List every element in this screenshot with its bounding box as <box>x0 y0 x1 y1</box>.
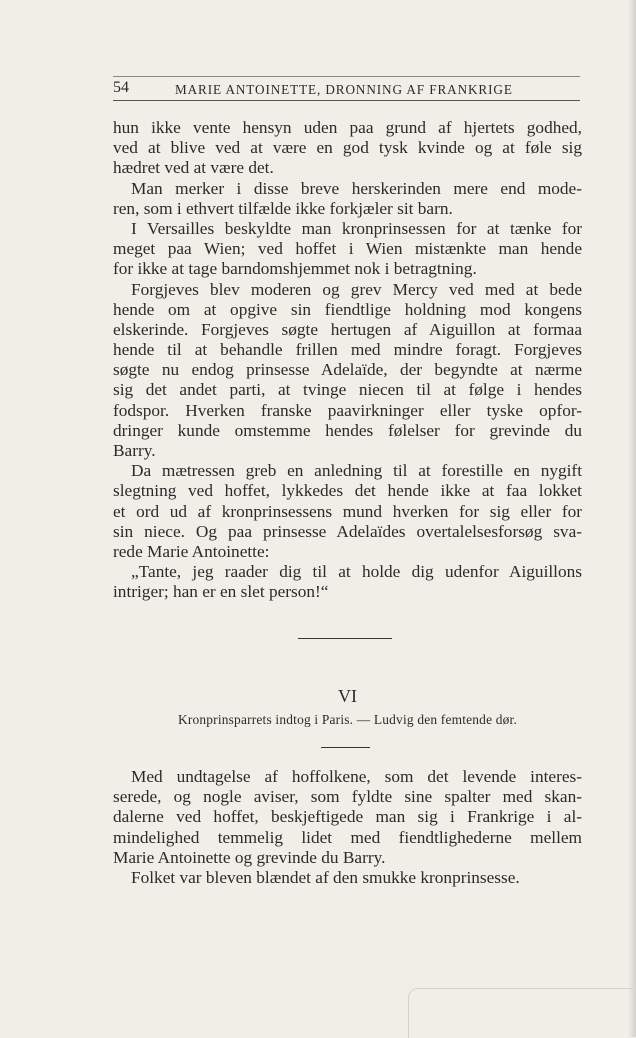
text-line: Med undtagelse af hoffolkene, som det levende interes- <box>131 767 582 786</box>
text-line: hende om at opgive sin fiendtlige holdning mod kongens <box>113 299 582 319</box>
text-line: sin niece. Og paa prinsesse Adelaïdes overtalelsesforsøg sva- <box>113 521 582 541</box>
text-line: sig det andet parti, at tvinge niecen til at følge i hendes <box>113 380 582 400</box>
text-line: fodspor. Hverken franske paavirkninger eller tyske opfor- <box>113 400 582 420</box>
text-line: Folket var bleven blændet af den smukke kronprinsesse. <box>131 867 520 887</box>
text-line: hun ikke vente hensyn uden paa grund af hjertets godhed, <box>113 118 582 137</box>
text-line: elskerinde. Forgjeves søgte hertugen af Aiguillon at formaa <box>113 319 582 339</box>
text-line: mindelighed temmelig lidet med fiendtlighederne mellem <box>113 827 582 847</box>
text-line: søgte nu endog prinsesse Adelaïde, der begyndte at nærme <box>113 360 582 380</box>
text-line: dalerne ved hoffet, beskjeftigede man sig i Frankrige i al- <box>113 807 582 827</box>
text-line: serede, og nogle aviser, som fyldte sine spalter med skan- <box>113 787 582 807</box>
text-line: Man merker i disse breve herskerinden mere end mode- <box>131 178 582 198</box>
text-line: intriger; han er en slet person!“ <box>113 582 329 602</box>
running-header <box>113 76 580 101</box>
chapter-number: VI <box>338 686 357 706</box>
text-line: „Tante, jeg raader dig til at holde dig udenfor Aiguillons <box>131 562 582 582</box>
text-line: rede Marie Antoinette: <box>113 541 270 561</box>
text-line: dringer kunde omstemme hendes følelser for grevinde du <box>113 420 582 440</box>
text-line: slegtning ved hoffet, lykkedes det hende ikke at faa lokket <box>113 481 582 501</box>
main-text <box>113 118 582 603</box>
page-edge-shadow <box>628 0 636 1037</box>
text-line: I Versailles beskyldte man kronprinsessen for at tænke for <box>131 218 582 238</box>
text-line: et ord ud af kronprinsessens mund hverken for sig eller for <box>113 501 582 521</box>
page-number: 54 <box>113 79 129 96</box>
text-line: Barry. <box>113 441 156 460</box>
text-line: meget paa Wien; ved hoffet i Wien mistænkte man hende <box>113 239 582 259</box>
section-divider-rule <box>298 638 392 639</box>
text-line: ved at blive ved at være en god tysk kvinde og at føle sig <box>113 138 582 158</box>
text-line: for ikke at tage barndomshjemmet nok i betragtning. <box>113 259 477 279</box>
text-line: Marie Antoinette og grevinde du Barry. <box>113 847 386 867</box>
text-line: hende til at behandle frillen med mindre foragt. Forgjeves <box>113 340 582 360</box>
text-line: Forgjeves blev moderen og grev Mercy ved med at bede <box>131 279 582 299</box>
text-line: ren, som i ethvert tilfælde ikke forkjæler sit barn. <box>113 198 453 218</box>
text-line: hædret ved at være det. <box>113 158 274 178</box>
chapter-text <box>113 767 582 888</box>
page-corner-curl <box>408 988 636 1038</box>
chapter-summary-rule <box>321 747 370 748</box>
text-line: Da mætressen greb en anledning til at forestille en nygift <box>131 461 582 481</box>
running-title: MARIE ANTOINETTE, DRONNING AF FRANKRIGE <box>175 82 513 97</box>
chapter-summary: Kronprinsparrets indtog i Paris. — Ludvig den femtende dør. <box>177 712 518 727</box>
